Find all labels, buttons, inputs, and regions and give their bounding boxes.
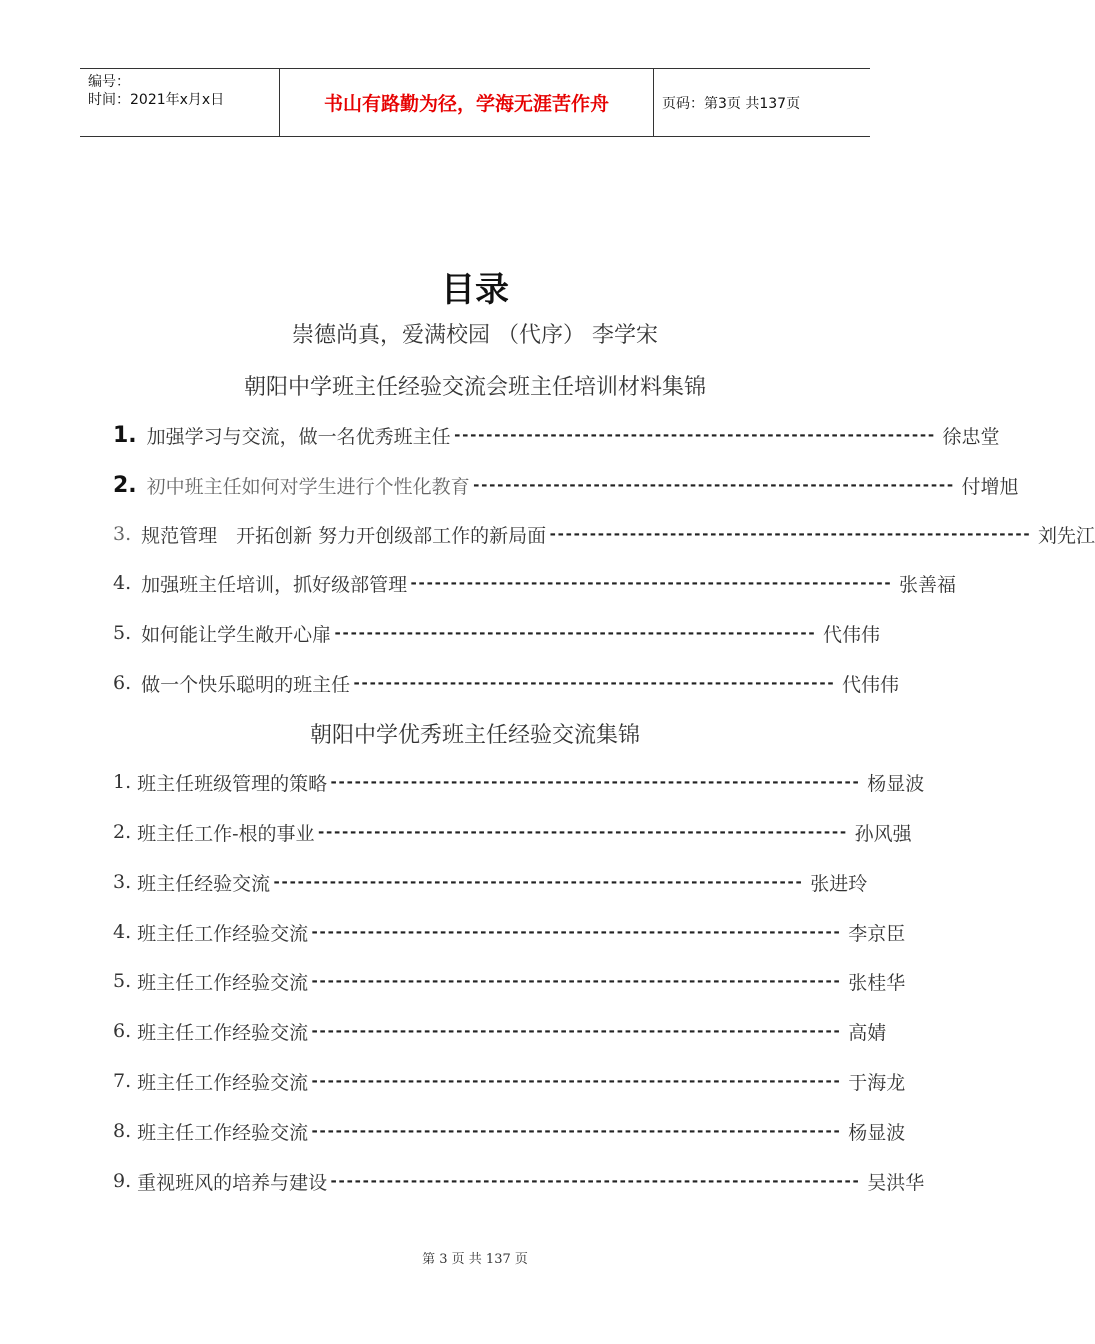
entry-title: 班主任工作经验交流 — [137, 922, 309, 945]
entry-author: 付增旭 — [961, 475, 1019, 498]
section1-heading: 朝阳中学班主任经验交流会班主任培训材料集锦 — [243, 375, 706, 400]
header-meta-cell — [80, 69, 280, 136]
toc-entry[interactable] — [113, 1016, 887, 1046]
dot-leader: ------------------------------------------------------------ — [452, 426, 935, 444]
entry-author: 杨显波 — [848, 1121, 906, 1144]
document-header — [80, 68, 870, 137]
entry-author: 孙风强 — [854, 822, 912, 845]
toc-entry[interactable] — [113, 470, 1019, 500]
toc-entry[interactable] — [113, 817, 912, 847]
entry-number: 3. — [113, 871, 132, 893]
entry-number: 8. — [113, 1120, 132, 1142]
toc-entry[interactable] — [113, 1166, 925, 1196]
entry-title: 班主任工作经验交流 — [137, 1021, 309, 1044]
entry-title: 规范管理 开拓创新 努力开创级部工作的新局面 — [141, 524, 547, 547]
header-motto: 书山有路勤为径，学海无涯苦作舟 — [280, 69, 654, 136]
entry-number: 5. — [113, 622, 132, 644]
entry-number: 6. — [113, 1020, 132, 1042]
entry-author: 于海龙 — [848, 1071, 906, 1094]
header-page-info: 页码：第3页 共137页 — [662, 95, 801, 112]
entry-number: 5. — [113, 970, 132, 992]
entry-author: 刘先江 — [1038, 524, 1095, 547]
entry-title: 班主任工作经验交流 — [137, 1121, 309, 1144]
entry-author: 张桂华 — [848, 971, 906, 994]
entry-title: 班主任工作经验交流 — [137, 1071, 309, 1094]
entry-number: 2. — [113, 821, 132, 843]
entry-title: 加强班主任培训，抓好级部管理 — [141, 573, 408, 596]
toc-entry[interactable] — [113, 767, 925, 797]
entry-title: 班主任经验交流 — [137, 872, 271, 895]
dot-leader: ------------------------------------------------------------------ — [310, 1122, 841, 1140]
entry-author: 吴洪华 — [867, 1171, 925, 1194]
toc-entry[interactable] — [113, 519, 1095, 549]
page-footer: 第 3 页 共 137 页 — [422, 1252, 528, 1267]
section2-heading: 朝阳中学优秀班主任经验交流集锦 — [309, 723, 640, 748]
entry-author: 高婧 — [848, 1021, 887, 1044]
dot-leader: ------------------------------------------------------------------ — [329, 1172, 860, 1190]
dot-leader: ------------------------------------------------------------------ — [310, 1072, 841, 1090]
entry-author: 代伟伟 — [823, 623, 881, 646]
entry-title: 初中班主任如何对学生进行个性化教育 — [146, 475, 470, 498]
entry-title: 班主任工作经验交流 — [137, 971, 309, 994]
dot-leader: ------------------------------------------------------------ — [333, 624, 816, 642]
entry-number: 1. — [113, 771, 132, 793]
entry-number: 7. — [113, 1070, 132, 1092]
entry-title: 做一个快乐聪明的班主任 — [141, 673, 351, 696]
toc-entry[interactable] — [113, 1066, 906, 1096]
dot-leader: ------------------------------------------------------------ — [471, 476, 954, 494]
entry-number: 6. — [113, 672, 132, 694]
toc-entry[interactable] — [113, 568, 957, 598]
entry-author: 杨显波 — [867, 772, 925, 795]
dot-leader: ------------------------------------------------------------------ — [272, 873, 803, 891]
dot-leader: ------------------------------------------------------------ — [409, 574, 892, 592]
dot-leader: ------------------------------------------------------------------ — [310, 972, 841, 990]
entry-number: 2. — [113, 472, 137, 498]
entry-number: 4. — [113, 572, 132, 594]
toc-entry[interactable] — [113, 867, 868, 897]
dot-leader: ------------------------------------------------------------------ — [316, 823, 847, 841]
entry-number: 1. — [113, 422, 137, 448]
page-title: 目录 — [441, 270, 509, 310]
entry-title: 加强学习与交流，做一名优秀班主任 — [146, 425, 451, 448]
time-label: 时间：2021年x月x日 — [88, 92, 225, 108]
dot-leader: ------------------------------------------------------------------ — [310, 923, 841, 941]
toc-entry[interactable] — [113, 618, 881, 648]
toc-entry[interactable] — [113, 966, 906, 996]
entry-title: 班主任工作-根的事业 — [137, 822, 315, 845]
toc-entry[interactable] — [113, 668, 900, 698]
dot-leader: ------------------------------------------------------------------ — [329, 773, 860, 791]
entry-title: 班主任班级管理的策略 — [137, 772, 328, 795]
entry-title: 如何能让学生敞开心扉 — [141, 623, 332, 646]
entry-author: 张进玲 — [810, 872, 868, 895]
dot-leader: ------------------------------------------------------------------ — [310, 1022, 841, 1040]
number-label: 编号： — [88, 74, 130, 90]
entry-author: 代伟伟 — [842, 673, 900, 696]
toc-entry[interactable] — [113, 1116, 906, 1146]
entry-number: 3. — [113, 523, 132, 545]
preface-line: 崇德尚真，爱满校园 （代序） 李学宋 — [292, 323, 658, 348]
toc-entry[interactable] — [113, 917, 906, 947]
entry-number: 9. — [113, 1170, 132, 1192]
entry-title: 重视班风的培养与建设 — [137, 1171, 328, 1194]
entry-author: 李京臣 — [848, 922, 906, 945]
toc-entry[interactable] — [113, 420, 1000, 450]
entry-author: 徐忠堂 — [942, 425, 1000, 448]
entry-author: 张善福 — [899, 573, 957, 596]
dot-leader: ------------------------------------------------------------ — [352, 674, 835, 692]
dot-leader: ------------------------------------------------------------ — [548, 525, 1031, 543]
entry-number: 4. — [113, 921, 132, 943]
